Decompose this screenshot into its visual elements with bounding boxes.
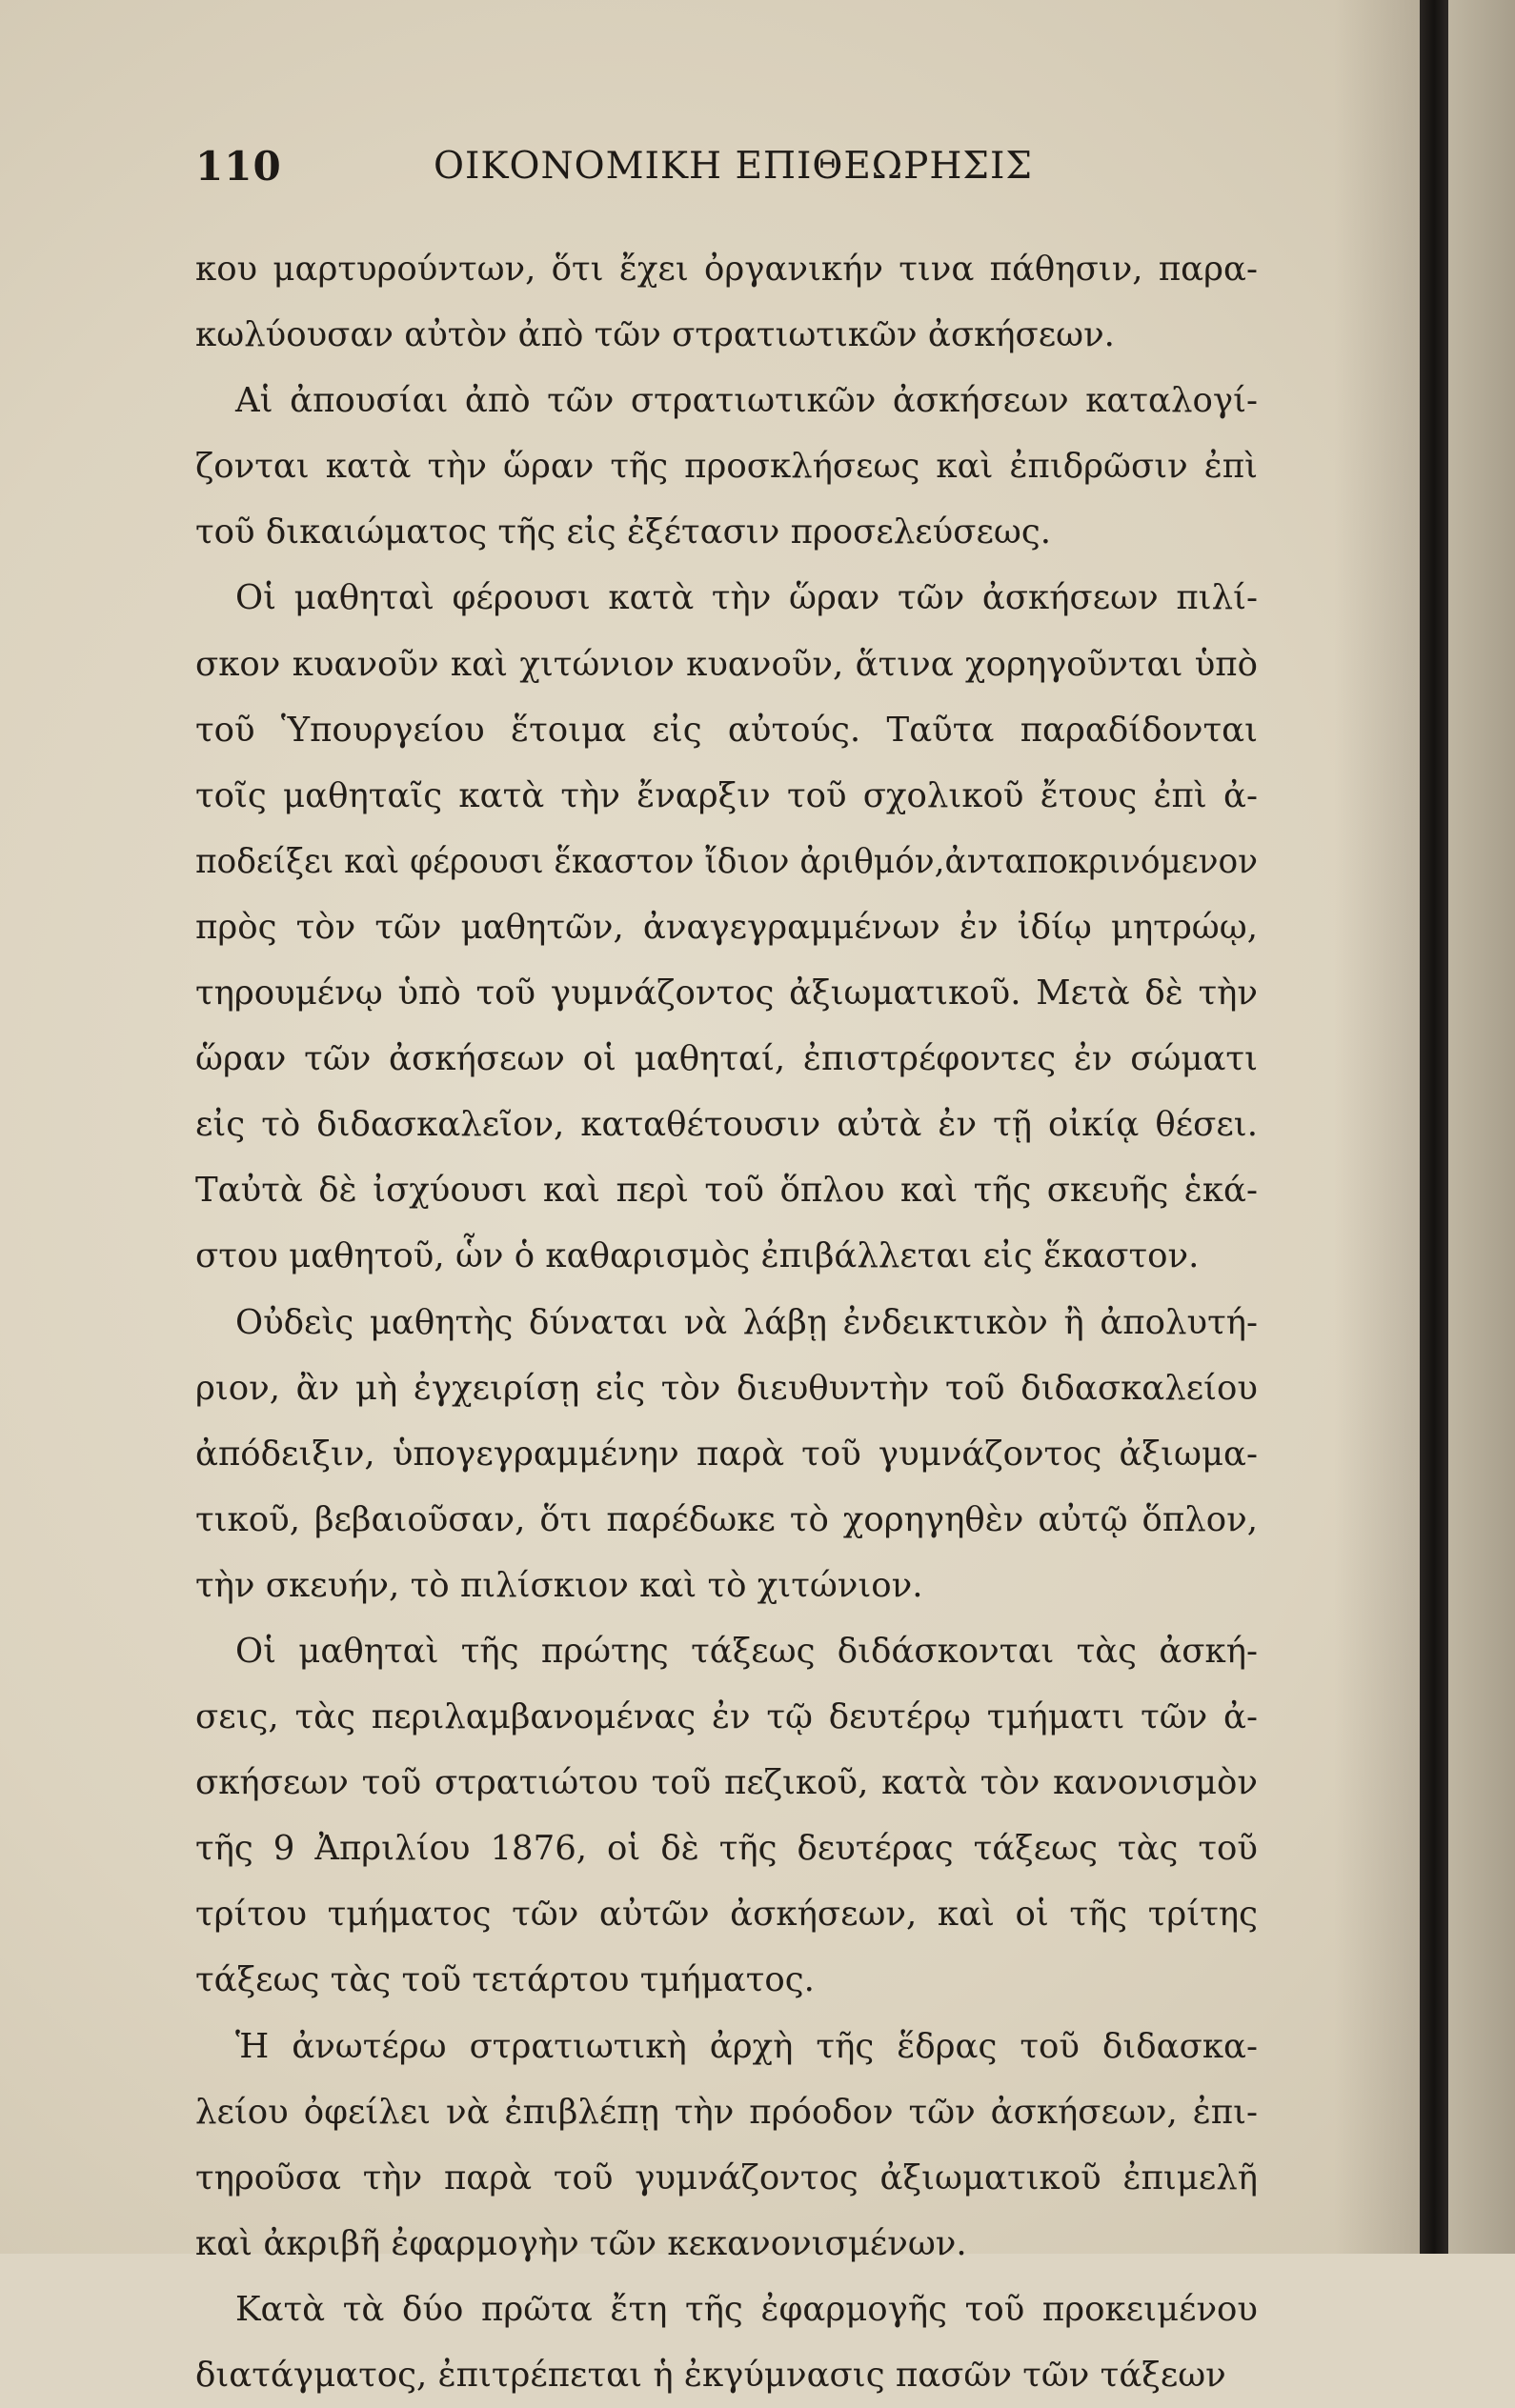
text-line: τοῦ Ὑπουργείου ἕτοιμα εἰς αὐτούς. Ταῦτα παραδίδονται xyxy=(195,710,1258,750)
text-line: σκον κυανοῦν καὶ χιτώνιον κυανοῦν, ἅτινα χορηγοῦνται ὑπὸ xyxy=(195,644,1258,684)
text-line: Ταὐτὰ δὲ ἰσχύουσι καὶ περὶ τοῦ ὅπλου καὶ τῆς σκευῆς ἑκά- xyxy=(195,1171,1258,1211)
text-line: τρίτου τμήματος τῶν αὐτῶν ἀσκήσεων, καὶ οἱ τῆς τρίτης xyxy=(195,1895,1258,1935)
text-line: σεις, τὰς περιλαμβανομένας ἐν τῷ δευτέρῳ τμήματι τῶν ἀ- xyxy=(195,1697,1258,1737)
text-line: τάξεως τὰς τοῦ τετάρτου τμήματος. xyxy=(195,1960,815,2000)
text-line: κου μαρτυρούντων, ὅτι ἔχει ὀργανικήν τινα πάθησιν, παρα- xyxy=(195,250,1258,289)
text-line: ζονται κατὰ τὴν ὥραν τῆς προσκλήσεως καὶ ἐπιδρῶσιν ἐπὶ xyxy=(195,447,1258,487)
text-line: σκήσεων τοῦ στρατιώτου τοῦ πεζικοῦ, κατὰ τὸν κανονισμὸν xyxy=(195,1763,1258,1803)
text-line: ποδείξει καὶ φέρουσι ἕκαστον ἴδιον ἀριθμόν,ἀνταποκρινόμενον xyxy=(195,841,1258,881)
text-line: Ἡ ἀνωτέρω στρατιωτικὴ ἀρχὴ τῆς ἕδρας τοῦ διδασκα- xyxy=(235,2026,1258,2066)
text-line: τοῖς μαθηταῖς κατὰ τὴν ἔναρξιν τοῦ σχολικοῦ ἔτους ἐπὶ ἀ- xyxy=(195,775,1258,815)
text-line: λείου ὀφείλει νὰ ἐπιβλέπῃ τὴν πρόοδον τῶν ἀσκήσεων, ἐπι- xyxy=(195,2092,1258,2132)
text-line: τὴν σκευήν, τὸ πιλίσκιον καὶ τὸ χιτώνιον. xyxy=(195,1565,923,1605)
text-line: Οὐδεὶς μαθητὴς δύναται νὰ λάβῃ ἐνδεικτικὸν ἢ ἀπολυτή- xyxy=(235,1302,1258,1342)
text-line: τηρουμένῳ ὑπὸ τοῦ γυμνάζοντος ἀξιωματικοῦ. Μετὰ δὲ τὴν xyxy=(195,973,1258,1013)
text-line: Αἱ ἀπουσίαι ἀπὸ τῶν στρατιωτικῶν ἀσκήσεων καταλογί- xyxy=(235,381,1258,421)
text-line: ριον, ἂν μὴ ἐγχειρίσῃ εἰς τὸν διευθυντὴν τοῦ διδασκαλείου xyxy=(195,1368,1258,1408)
text-line: καὶ ἀκριβῆ ἐφαρμογὴν τῶν κεκανονισμένων. xyxy=(195,2223,967,2263)
page-header xyxy=(195,143,1243,210)
next-page-edge xyxy=(1448,0,1515,2254)
text-line: εἰς τὸ διδασκαλεῖον, καταθέτουσιν αὐτὰ ἐν τῇ οἰκίᾳ θέσει. xyxy=(195,1105,1258,1145)
text-line: τηροῦσα τὴν παρὰ τοῦ γυμνάζοντος ἀξιωματικοῦ ἐπιμελῆ xyxy=(195,2157,1258,2197)
page-number: 110 xyxy=(195,143,282,190)
text-line: τικοῦ, βεβαιοῦσαν, ὅτι παρέδωκε τὸ χορηγηθὲν αὐτῷ ὅπλον, xyxy=(195,1499,1258,1539)
text-line: πρὸς τὸν τῶν μαθητῶν, ἀναγεγραμμένων ἐν ἰδίῳ μητρώῳ, xyxy=(195,907,1258,947)
text-line: ὥραν τῶν ἀσκήσεων οἱ μαθηταί, ἐπιστρέφοντες ἐν σώματι xyxy=(195,1039,1258,1079)
running-title: ΟΙΚΟΝΟΜΙΚΗ ΕΠΙΘΕΩΡΗΣΙΣ xyxy=(434,145,1033,188)
text-line: διατάγματος, ἐπιτρέπεται ἡ ἐκγύμνασις πασῶν τῶν τάξεων xyxy=(195,2356,1226,2395)
text-line: τοῦ δικαιώματος τῆς εἰς ἐξέτασιν προσελεύσεως. xyxy=(195,512,1052,552)
text-line: κωλύουσαν αὐτὸν ἀπὸ τῶν στρατιωτικῶν ἀσκήσεων. xyxy=(195,315,1115,355)
gutter-shadow xyxy=(1334,0,1420,2254)
text-line: στου μαθητοῦ, ὧν ὁ καθαρισμὸς ἐπιβάλλεται εἰς ἕκαστον. xyxy=(195,1236,1200,1276)
text-line: ἀπόδειξιν, ὑπογεγραμμένην παρὰ τοῦ γυμνάζοντος ἀξιωμα- xyxy=(195,1434,1258,1474)
text-line: τῆς 9 Ἀπριλίου 1876, οἱ δὲ τῆς δευτέρας τάξεως τὰς τοῦ xyxy=(195,1829,1258,1869)
book-binding xyxy=(1420,0,1448,2254)
text-line: Οἱ μαθηταὶ φέρουσι κατὰ τὴν ὥραν τῶν ἀσκήσεων πιλί- xyxy=(235,578,1258,618)
text-line: Κατὰ τὰ δύο πρῶτα ἔτη τῆς ἐφαρμογῆς τοῦ προκειμένου xyxy=(235,2289,1258,2329)
body-text xyxy=(195,236,1258,2408)
text-line: Οἱ μαθηταὶ τῆς πρώτης τάξεως διδάσκονται τὰς ἀσκή- xyxy=(235,1631,1258,1671)
